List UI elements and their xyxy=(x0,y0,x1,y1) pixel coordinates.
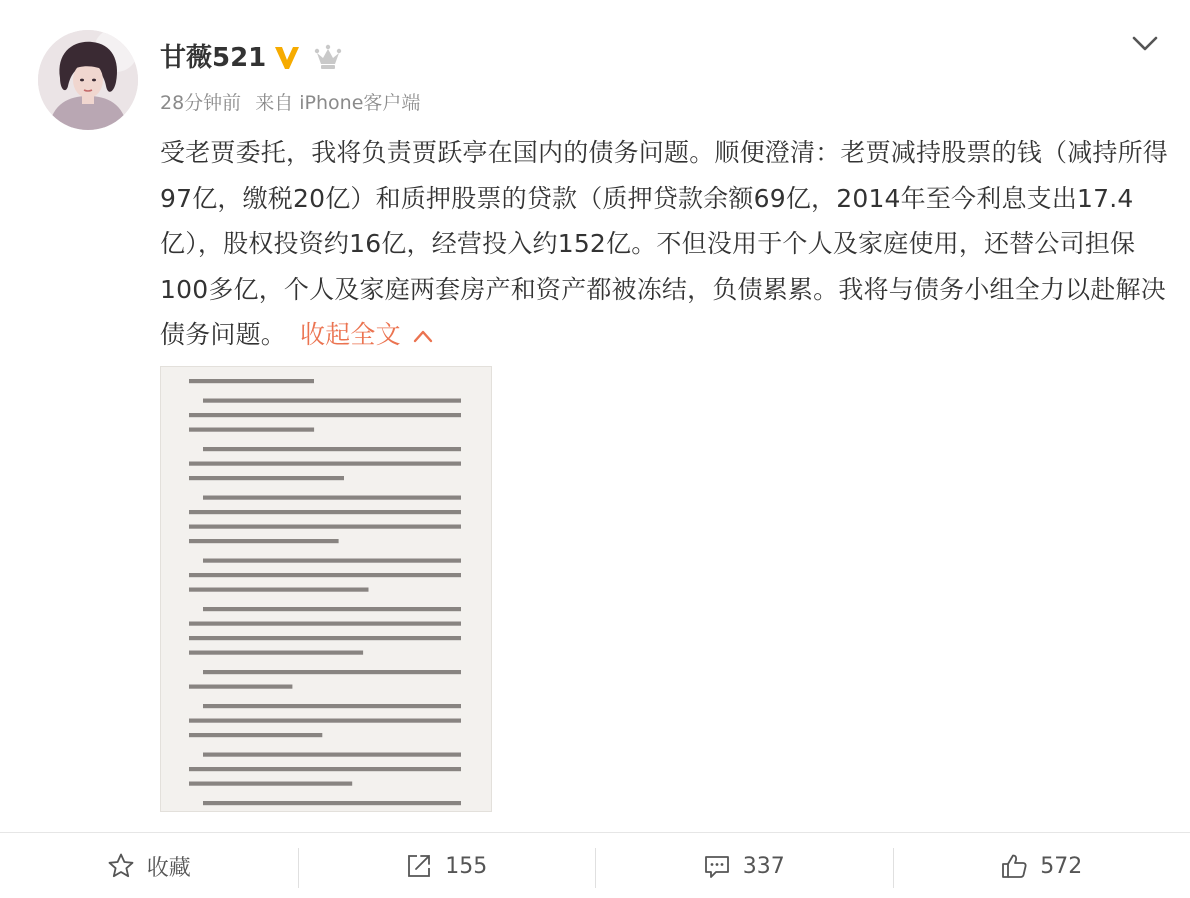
verified-v-icon xyxy=(272,42,302,72)
document-text-line xyxy=(189,573,461,577)
action-bar xyxy=(0,834,1190,898)
crown-icon xyxy=(312,42,344,74)
document-text-line xyxy=(203,753,461,757)
collapse-link[interactable] xyxy=(300,320,433,349)
document-image[interactable] xyxy=(160,366,492,812)
repost-count: 155 xyxy=(445,853,488,879)
collapse-label: 收起全文 xyxy=(300,320,401,349)
post-body: 受老贾委托，我将负责贾跃亭在国内的债务问题。顺便澄清：老贾减持股票的钱（减持所得97亿，缴税20亿）和质押股票的贷款（质押贷款余额69亿，2014年至今利息支出17.4亿），股权投资约16亿，经营投入约152亿。不但没用于个人及家庭使用，还替公司担保100多亿，个人及家庭两套房产和资产都被冻结，负债累累。我将与债务小组全力以赴解决债务问题。 xyxy=(160,138,1169,349)
document-text-line xyxy=(189,636,461,640)
thumbs-up-icon xyxy=(1000,852,1028,880)
post-text xyxy=(160,130,1170,358)
comment-button[interactable] xyxy=(595,834,893,898)
like-count: 572 xyxy=(1040,853,1083,879)
document-text-line xyxy=(203,399,461,403)
repost-button[interactable] xyxy=(298,834,596,898)
document-text-line xyxy=(203,704,461,708)
chevron-up-icon xyxy=(413,329,433,343)
document-text-line xyxy=(203,559,461,563)
document-text-line xyxy=(203,801,461,805)
document-text-line xyxy=(189,413,461,417)
document-text-line xyxy=(189,719,461,723)
post-source[interactable]: 来自 iPhone客户端 xyxy=(255,92,421,114)
document-text-line xyxy=(203,670,461,674)
post-meta xyxy=(160,88,428,118)
favorite-label: 收藏 xyxy=(146,855,191,881)
document-text-line xyxy=(189,651,363,655)
document-text-line xyxy=(189,588,369,592)
document-text-line xyxy=(189,622,461,626)
post-time[interactable]: 28分钟前 xyxy=(160,92,242,114)
document-text-line xyxy=(203,607,461,611)
favorite-button[interactable] xyxy=(0,834,298,898)
chevron-down-icon[interactable] xyxy=(1128,26,1162,60)
avatar[interactable] xyxy=(38,30,138,130)
document-text-line xyxy=(189,462,461,466)
document-text-line xyxy=(189,767,461,771)
document-text-line xyxy=(189,685,292,689)
document-text-line xyxy=(203,496,461,500)
comment-count: 337 xyxy=(742,853,785,879)
document-text-line xyxy=(203,447,461,451)
document-text-line xyxy=(189,428,314,432)
document-text-line xyxy=(189,733,322,737)
comment-icon xyxy=(703,852,731,880)
document-text-line xyxy=(189,782,352,786)
username[interactable]: 甘薇521 xyxy=(160,43,267,73)
star-icon xyxy=(107,852,135,880)
document-text-line xyxy=(189,476,344,480)
share-icon xyxy=(405,852,433,880)
action-divider xyxy=(0,832,1190,833)
document-text-line xyxy=(189,379,314,383)
document-text-line xyxy=(189,510,461,514)
document-text-line xyxy=(189,525,461,529)
document-text-line xyxy=(189,539,339,543)
like-button[interactable] xyxy=(893,834,1190,898)
